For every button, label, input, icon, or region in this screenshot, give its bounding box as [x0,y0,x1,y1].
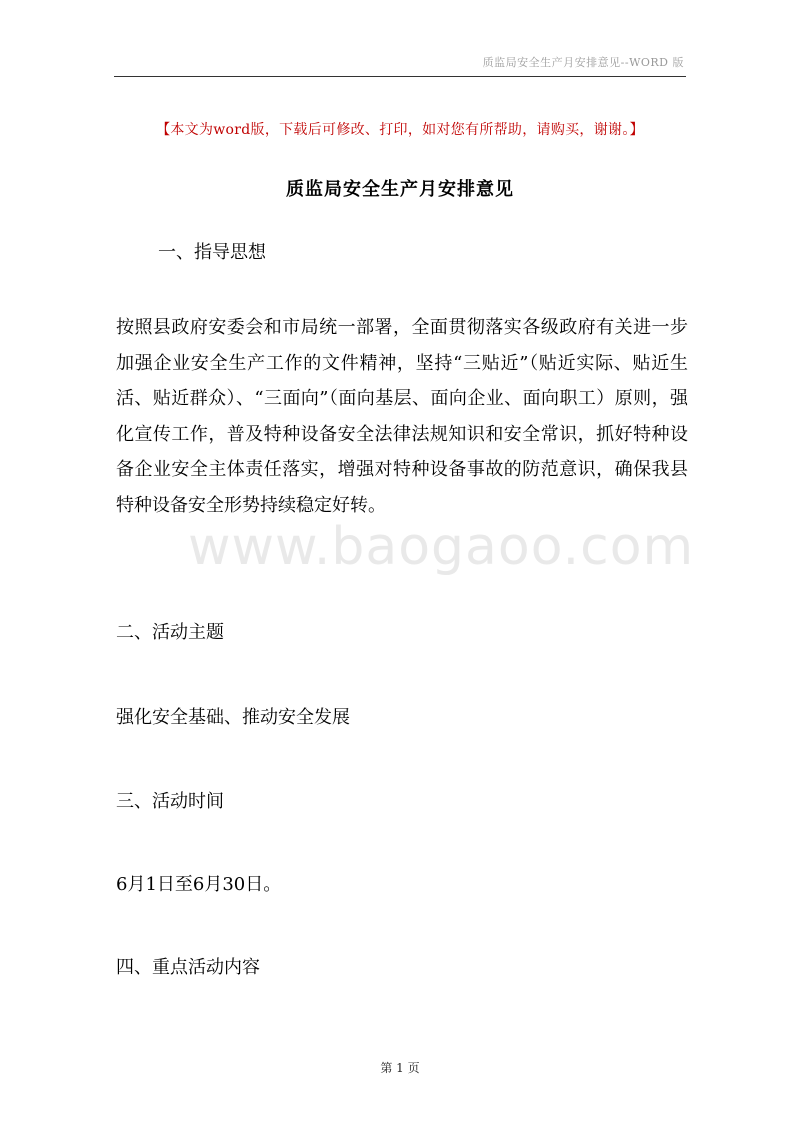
section-body-guiding-ideology: 按照县政府安委会和市局统一部署，全面贯彻落实各级政府有关进一步加强企业安全生产工作的文件精神，坚持“三贴近”（贴近实际、贴近生活、贴近群众）、“三面向”（面向基层、面向企业、面向职工）原则，强化宣传工作，普及特种设备安全法律法规知识和安全常识，抓好特种设备企业安全主体责任落实，增强对特种设备事故的防范意识，确保我县特种设备安全形势持续稳定好转。 [116,317,688,516]
running-header: 质监局安全生产月安排意见--WORD 版 [482,56,684,69]
watermark: www.baogaoo.com [188,517,695,577]
section-heading-activity-time: 三、活动时间 [116,791,224,812]
page-number: 第 1 页 [380,1061,420,1075]
section-body-activity-time: 6月1日至6月30日。 [116,874,282,895]
section-heading-activity-theme: 二、活动主题 [116,622,224,643]
section-body-activity-theme: 强化安全基础、推动安全发展 [116,707,350,728]
purchase-notice: 【本文为word版，下载后可修改、打印，如对您有所帮助，请购买，谢谢。】 [156,122,644,138]
section-heading-guiding-ideology: 一、指导思想 [158,242,266,263]
header-divider [114,76,686,77]
document-title: 质监局安全生产月安排意见 [286,179,514,200]
section-heading-key-activities: 四、重点活动内容 [116,957,260,978]
